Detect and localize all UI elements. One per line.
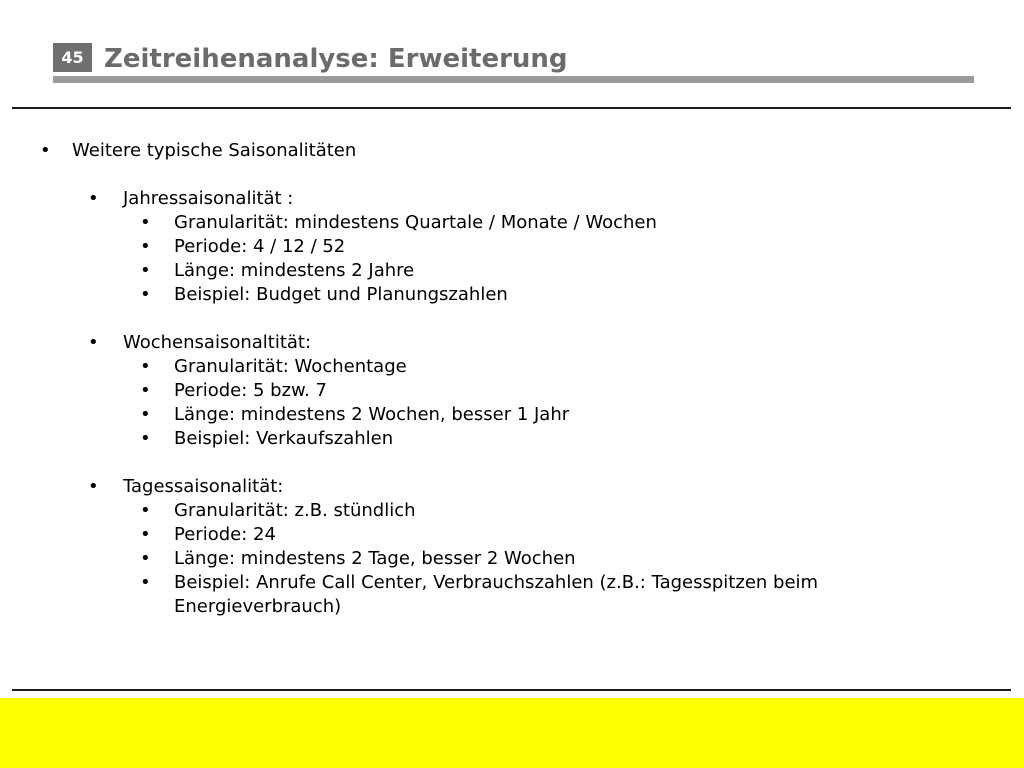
section-heading-tagessaisonalitaet <box>0 475 1024 499</box>
bullet-text: Länge: mindestens 2 Jahre <box>174 260 415 281</box>
slide-body <box>0 139 1024 619</box>
bullet-item-intro <box>0 139 1024 163</box>
bullet-icon: • <box>88 188 99 209</box>
sub-bullet-item <box>0 523 1024 547</box>
bullet-text: Beispiel: Verkaufszahlen <box>174 428 394 449</box>
bullet-text: Energieverbrauch) <box>174 596 342 617</box>
bullet-text: Weitere typische Saisonalitäten <box>72 140 357 161</box>
sub-bullet-item <box>0 355 1024 379</box>
bullet-text: Tagessaisonalität: <box>123 476 284 497</box>
title-underline-bar <box>53 76 974 83</box>
bullet-text: Granularität: Wochentage <box>174 356 407 377</box>
sub-bullet-item <box>0 235 1024 259</box>
bullet-text: Granularität: z.B. stündlich <box>174 500 416 521</box>
section-heading-jahressaisonalitaet <box>0 187 1024 211</box>
slide-number-badge: 45 <box>53 43 92 72</box>
bullet-icon: • <box>140 284 151 305</box>
bullet-icon: • <box>140 548 151 569</box>
sub-bullet-item <box>0 547 1024 571</box>
sub-bullet-item <box>0 571 1024 595</box>
top-divider <box>12 107 1011 109</box>
bullet-icon: • <box>140 380 151 401</box>
bullet-icon: • <box>140 572 151 593</box>
bullet-icon: • <box>140 428 151 449</box>
bullet-text: Periode: 24 <box>174 524 276 545</box>
bullet-text: Wochensaisonaltität: <box>123 332 312 353</box>
bullet-icon: • <box>40 140 51 161</box>
bullet-text: Periode: 4 / 12 / 52 <box>174 236 346 257</box>
bullet-icon: • <box>88 476 99 497</box>
bullet-text: Periode: 5 bzw. 7 <box>174 380 327 401</box>
sub-bullet-item <box>0 259 1024 283</box>
bullet-icon: • <box>140 236 151 257</box>
sub-bullet-item <box>0 283 1024 307</box>
bullet-icon: • <box>140 404 151 425</box>
bullet-text: Länge: mindestens 2 Tage, besser 2 Wochen <box>174 548 576 569</box>
bullet-icon: • <box>140 356 151 377</box>
bullet-text: Beispiel: Anrufe Call Center, Verbrauchszahlen (z.B.: Tagesspitzen beim <box>174 572 819 593</box>
bottom-divider <box>12 689 1011 691</box>
sub-bullet-item <box>0 211 1024 235</box>
bullet-icon: • <box>88 332 99 353</box>
bullet-icon: • <box>140 260 151 281</box>
bullet-text: Jahressaisonalität : <box>123 188 294 209</box>
section-heading-wochensaisonalitaet <box>0 331 1024 355</box>
sub-bullet-item <box>0 379 1024 403</box>
bullet-text: Länge: mindestens 2 Wochen, besser 1 Jahr <box>174 404 570 425</box>
bullet-icon: • <box>140 212 151 233</box>
footer-band <box>0 698 1024 768</box>
bullet-text: Granularität: mindestens Quartale / Monate / Wochen <box>174 212 657 233</box>
bullet-icon: • <box>140 524 151 545</box>
sub-bullet-item <box>0 403 1024 427</box>
slide-title: Zeitreihenanalyse: Erweiterung <box>104 44 568 74</box>
bullet-icon: • <box>140 500 151 521</box>
sub-bullet-continuation <box>0 595 1024 619</box>
sub-bullet-item <box>0 499 1024 523</box>
bullet-text: Beispiel: Budget und Planungszahlen <box>174 284 508 305</box>
sub-bullet-item <box>0 427 1024 451</box>
